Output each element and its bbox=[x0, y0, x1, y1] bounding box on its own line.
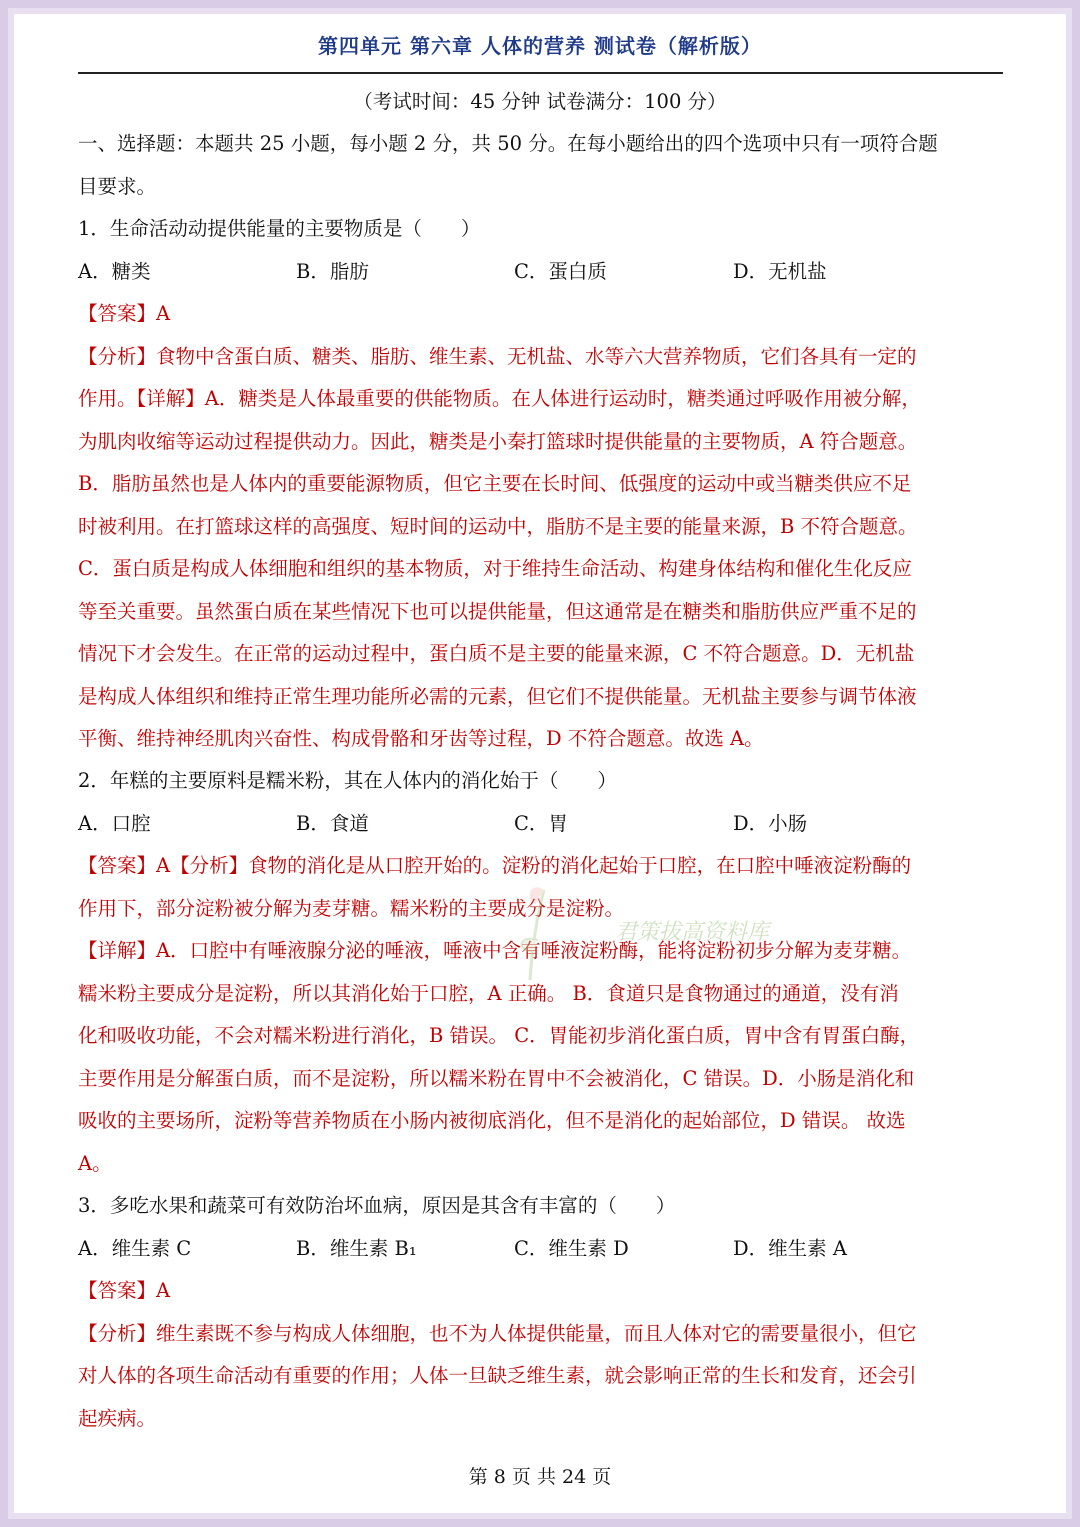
watermark-text: 君策拔高资料库 bbox=[615, 920, 770, 945]
q2-analysis-line: 【答案】A【分析】食物的消化是从口腔开始的。淀粉的消化起始于口腔，在口腔中唾液淀粉酶的 bbox=[78, 854, 912, 877]
q2-option-d: D．小肠 bbox=[733, 812, 808, 835]
q3-answer: 【答案】A bbox=[78, 1279, 171, 1302]
question-3-stem: 3．多吃水果和蔬菜可有效防治坏血病，原因是其含有丰富的（ ） bbox=[78, 1194, 676, 1217]
q2-option-c: C．胃 bbox=[514, 812, 568, 835]
q3-analysis-line: 【分析】维生素既不参与构成人体细胞，也不为人体提供能量，而且人体对它的需要量很小，但它 bbox=[78, 1322, 917, 1345]
q3-option-b: B．维生素 B₁ bbox=[296, 1237, 417, 1260]
document-title: 第四单元 第六章 人体的营养 测试卷（解析版） bbox=[318, 34, 762, 58]
q2-option-a: A．口腔 bbox=[78, 812, 151, 835]
section-instruction-line1: 一、选择题：本题共 25 小题，每小题 2 分，共 50 分。在每小题给出的四个选项中只有一项符合题 bbox=[78, 132, 938, 155]
q2-option-b: B．食道 bbox=[296, 812, 369, 835]
q2-analysis-line: 吸收的主要场所，淀粉等营养物质在小肠内被彻底消化，但不是消化的起始部位，D 错误。 故选 bbox=[78, 1109, 906, 1132]
q2-analysis-line: A。 bbox=[78, 1152, 112, 1175]
section-instruction-line2: 目要求。 bbox=[78, 175, 157, 198]
q3-option-c: C．维生素 D bbox=[514, 1237, 629, 1260]
page-number: 第 8 页 共 24 页 bbox=[468, 1466, 612, 1488]
q1-analysis-line: 时被利用。在打篮球这样的高强度、短时间的运动中，脂肪不是主要的能量来源，B 不符合题意。 bbox=[78, 515, 918, 538]
q1-option-c: C．蛋白质 bbox=[514, 260, 607, 283]
q2-analysis-line: 化和吸收功能，不会对糯米粉进行消化，B 错误。 C．胃能初步消化蛋白质，胃中含有胃蛋白酶， bbox=[78, 1024, 920, 1047]
q3-analysis-line: 起疾病。 bbox=[78, 1407, 157, 1430]
q3-analysis-line: 对人体的各项生命活动有重要的作用；人体一旦缺乏维生素，就会影响正常的生长和发育，还会引 bbox=[78, 1364, 917, 1387]
q2-analysis-line: 主要作用是分解蛋白质，而不是淀粉，所以糯米粉在胃中不会被消化，C 错误。D．小肠是消化和 bbox=[78, 1067, 915, 1090]
q1-analysis-line: B．脂肪虽然也是人体内的重要能源物质，但它主要在长时间、低强度的运动中或当糖类供应不足 bbox=[78, 472, 912, 495]
q1-analysis-line: C．蛋白质是构成人体细胞和组织的基本物质，对于维持生命活动、构建身体结构和催化生化反应 bbox=[78, 557, 912, 580]
header-divider bbox=[78, 72, 1003, 74]
q1-analysis-line: 平衡、维持神经肌肉兴奋性、构成骨骼和牙齿等过程，D 不符合题意。故选 A。 bbox=[78, 727, 764, 750]
q2-analysis-line: 【详解】A．口腔中有唾液腺分泌的唾液，唾液中含有唾液淀粉酶，能将淀粉初步分解为麦芽糖。 bbox=[78, 939, 912, 962]
exam-info: （考试时间：45 分钟 试卷满分：100 分） bbox=[353, 90, 727, 113]
q1-option-a: A．糖类 bbox=[78, 260, 151, 283]
q1-option-b: B．脂肪 bbox=[296, 260, 369, 283]
q1-analysis-line: 【分析】食物中含蛋白质、糖类、脂肪、维生素、无机盐、水等六大营养物质，它们各具有一定的 bbox=[78, 345, 917, 368]
q1-answer: 【答案】A bbox=[78, 302, 171, 325]
q3-option-d: D．维生素 A bbox=[733, 1237, 847, 1260]
q1-analysis-line: 为肌肉收缩等运动过程提供动力。因此，糖类是小秦打篮球时提供能量的主要物质，A 符合题意。 bbox=[78, 430, 918, 453]
q1-analysis-line: 等至关重要。虽然蛋白质在某些情况下也可以提供能量，但这通常是在糖类和脂肪供应严重不足的 bbox=[78, 600, 917, 623]
q1-analysis-line: 作用。【详解】A．糖类是人体最重要的供能物质。在人体进行运动时，糖类通过呼吸作用被分解， bbox=[78, 387, 921, 410]
question-2-stem: 2．年糕的主要原料是糯米粉，其在人体内的消化始于（ ） bbox=[78, 769, 617, 792]
q2-analysis-line: 糯米粉主要成分是淀粉，所以其消化始于口腔，A 正确。 B．食道只是食物通过的通道，没有消 bbox=[78, 982, 899, 1005]
q1-analysis-line: 是构成人体组织和维持正常生理功能所必需的元素，但它们不提供能量。无机盐主要参与调节体液 bbox=[78, 685, 917, 708]
q2-analysis-line: 作用下，部分淀粉被分解为麦芽糖。糯米粉的主要成分是淀粉。 bbox=[78, 897, 625, 920]
q1-analysis-line: 情况下才会发生。在正常的运动过程中，蛋白质不是主要的能量来源，C 不符合题意。D．无机盐 bbox=[78, 642, 915, 665]
q1-option-d: D．无机盐 bbox=[733, 260, 827, 283]
question-1-stem: 1．生命活动动提供能量的主要物质是（ ） bbox=[78, 217, 481, 240]
q3-option-a: A．维生素 C bbox=[78, 1237, 192, 1260]
